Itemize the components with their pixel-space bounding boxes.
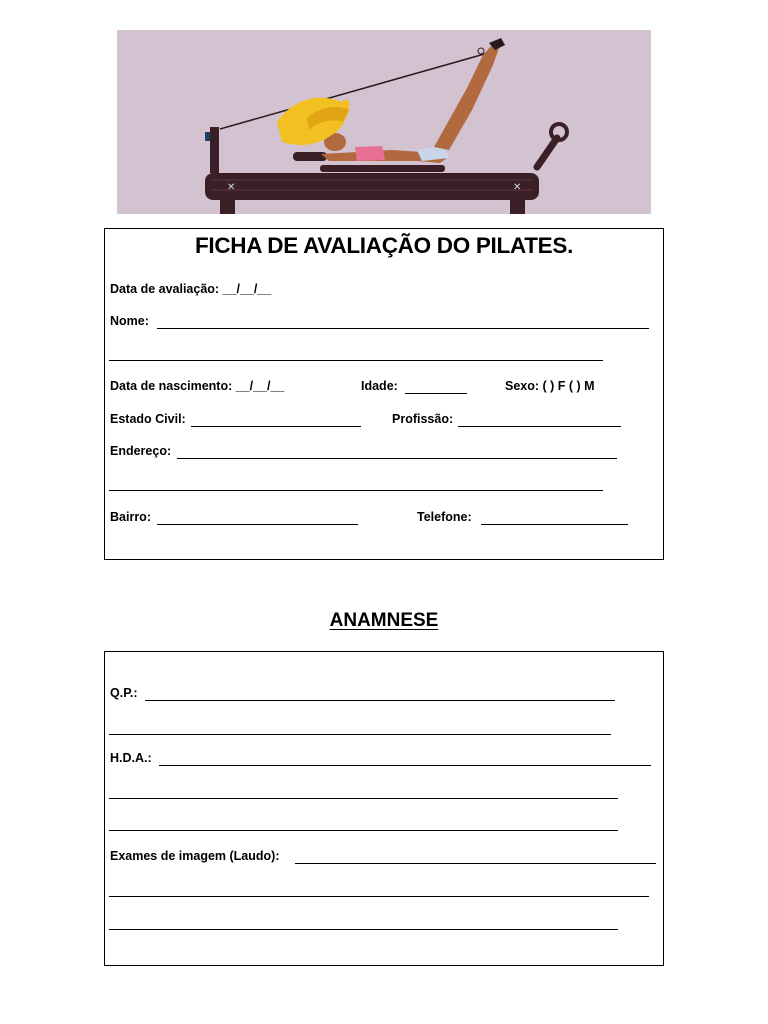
name-continuation-line[interactable]: [109, 360, 603, 361]
svg-text:✕: ✕: [513, 182, 522, 193]
age-label: Idade:: [361, 379, 398, 393]
marital-status-label: Estado Civil:: [110, 412, 186, 426]
reformer-leg-right: [510, 198, 525, 214]
profession-label: Profissão:: [392, 412, 454, 426]
address-line[interactable]: [177, 458, 617, 459]
reformer-frame: [205, 173, 539, 200]
page-title: FICHA DE AVALIAÇÃO DO PILATES.: [194, 233, 574, 258]
qp-line[interactable]: [145, 700, 615, 701]
sex-options[interactable]: Sexo: ( ) F ( ) M: [505, 379, 595, 393]
reformer-upright: [210, 127, 219, 173]
imaging-exams-continuation-line-2[interactable]: [109, 929, 618, 930]
age-line[interactable]: [405, 393, 467, 394]
section-heading: ANAMNESE: [329, 610, 439, 631]
hda-label: H.D.A.:: [110, 751, 152, 765]
profession-line[interactable]: [458, 426, 621, 427]
imaging-exams-label: Exames de imagem (Laudo):: [110, 849, 280, 863]
anamnese-box: [104, 651, 664, 966]
hda-continuation-line-2[interactable]: [109, 830, 618, 831]
qp-continuation-line[interactable]: [109, 734, 611, 735]
personal-info-box: [104, 228, 664, 560]
neighborhood-line[interactable]: [157, 524, 358, 525]
address-continuation-line[interactable]: [109, 490, 603, 491]
evaluation-date-field[interactable]: Data de avaliação: __/__/__: [110, 282, 272, 296]
svg-text:✕: ✕: [227, 182, 236, 193]
hda-line[interactable]: [159, 765, 651, 766]
hda-continuation-line-1[interactable]: [109, 798, 618, 799]
reformer-leg-left: [220, 198, 235, 214]
name-line[interactable]: [157, 328, 649, 329]
imaging-exams-line[interactable]: [295, 863, 656, 864]
birth-date-field[interactable]: Data de nascimento: __/__/__: [110, 379, 285, 393]
name-label: Nome:: [110, 314, 149, 328]
neighborhood-label: Bairro:: [110, 510, 151, 524]
imaging-exams-continuation-line-1[interactable]: [109, 896, 649, 897]
qp-label: Q.P.:: [110, 686, 138, 700]
pilates-reformer-illustration: [117, 30, 651, 214]
address-label: Endereço:: [110, 444, 172, 458]
reformer-carriage: [320, 165, 445, 172]
marital-status-line[interactable]: [191, 426, 361, 427]
phone-label: Telefone:: [417, 510, 472, 524]
phone-line[interactable]: [481, 524, 628, 525]
